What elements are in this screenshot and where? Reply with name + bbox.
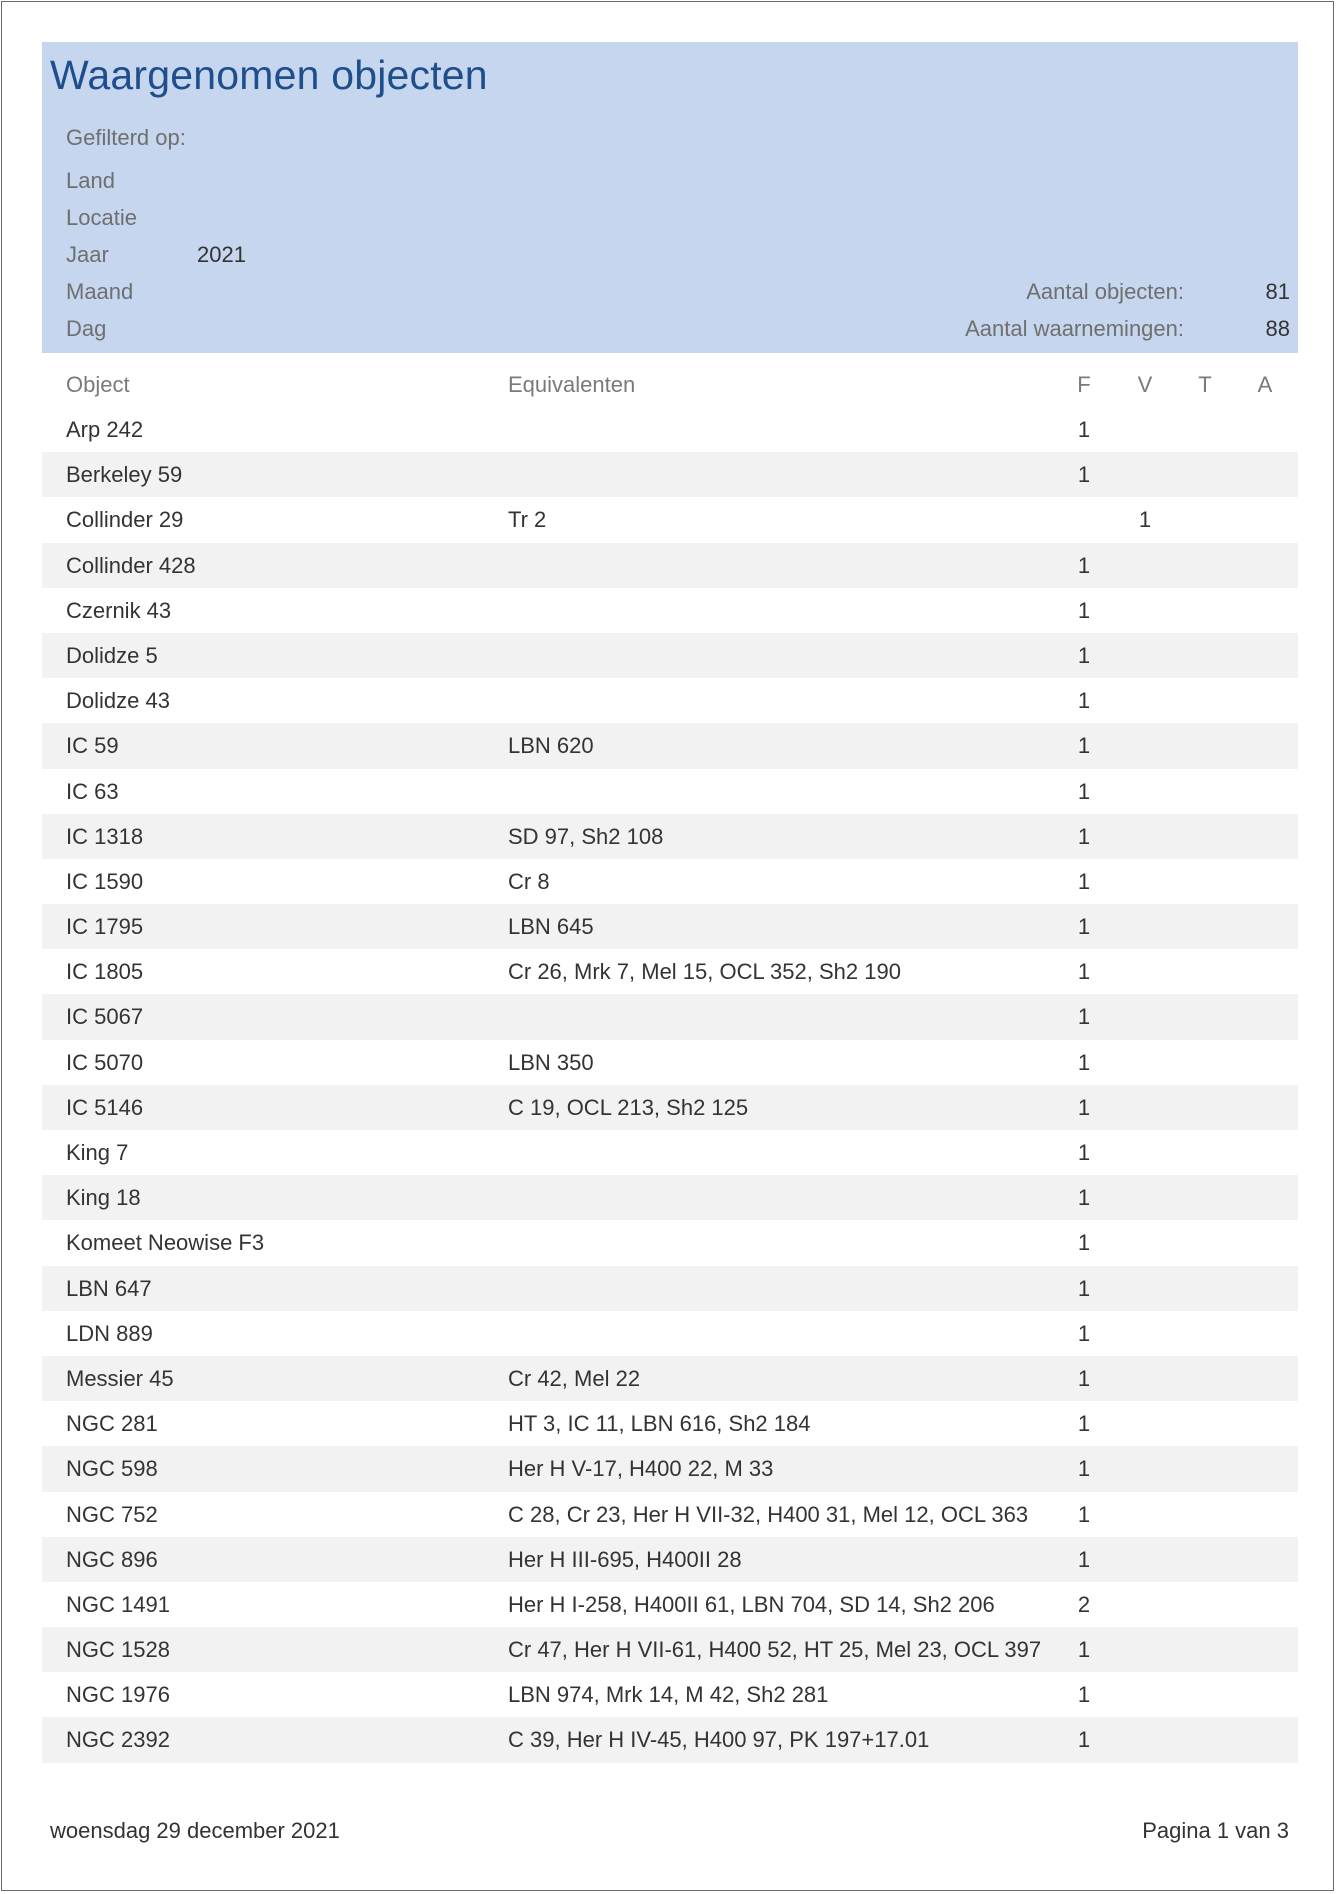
footer-date: woensdag 29 december 2021: [50, 1818, 340, 1843]
table-row: [42, 407, 1298, 452]
table-row: [42, 1130, 1298, 1175]
equivalents-cell: Cr 26, Mrk 7, Mel 15, OCL 352, Sh2 190: [508, 959, 901, 985]
column-header-a: A: [1257, 372, 1273, 397]
count-f: 1: [1077, 1411, 1091, 1437]
table-row: [42, 1311, 1298, 1356]
equivalents-cell: C 39, Her H IV-45, H400 97, PK 197+17.01: [508, 1727, 930, 1753]
count-f: 1: [1077, 1275, 1091, 1301]
object-name: IC 1805: [66, 959, 144, 985]
objects-table: [42, 407, 1298, 1763]
table-row: [42, 1446, 1298, 1491]
table-row: [42, 723, 1298, 768]
table-row: [42, 814, 1298, 859]
object-name: IC 5070: [66, 1049, 144, 1075]
count-f: 1: [1077, 868, 1091, 894]
count-f: 1: [1077, 1727, 1091, 1753]
filter-label: Maand: [66, 279, 134, 304]
object-name: NGC 2392: [66, 1727, 170, 1753]
object-name: IC 1795: [66, 914, 144, 940]
column-header-object: Object: [66, 372, 130, 397]
object-name: King 7: [66, 1140, 129, 1165]
count-f: 1: [1077, 1185, 1091, 1211]
object-name: NGC 1976: [66, 1682, 170, 1708]
count-f: 1: [1077, 1004, 1091, 1030]
object-name: Dolidze 5: [66, 642, 158, 668]
filter-heading: Gefilterd op:: [66, 125, 186, 150]
stat-label: Aantal waarnemingen:: [965, 316, 1184, 341]
report-title: Waargenomen objecten: [50, 52, 488, 98]
count-f: 1: [1077, 1320, 1091, 1346]
object-name: Berkeley 59: [66, 462, 183, 488]
object-name: NGC 1528: [66, 1637, 170, 1663]
stat-value: 88: [1265, 316, 1290, 341]
filter-label: Dag: [66, 316, 107, 341]
column-header-t: T: [1198, 372, 1212, 397]
table-row: [42, 633, 1298, 678]
object-name: Czernik 43: [66, 597, 172, 623]
equivalents-cell: Her H I-258, H400II 61, LBN 704, SD 14, Sh2 206: [508, 1591, 995, 1617]
filter-label: Land: [66, 168, 115, 193]
count-f: 1: [1077, 642, 1091, 668]
count-f: 1: [1077, 914, 1091, 940]
object-name: NGC 281: [66, 1411, 158, 1437]
report-header: [42, 42, 1298, 353]
equivalents-cell: C 19, OCL 213, Sh2 125: [508, 1094, 749, 1120]
table-row: [42, 1672, 1298, 1717]
count-f: 1: [1077, 959, 1091, 985]
column-header-v: V: [1137, 372, 1153, 397]
object-name: NGC 896: [66, 1546, 158, 1572]
equivalents-cell: HT 3, IC 11, LBN 616, Sh2 184: [508, 1411, 811, 1437]
count-f: 1: [1077, 1501, 1091, 1527]
count-v: 1: [1138, 507, 1152, 533]
stat-object-count: [890, 279, 1290, 309]
table-row: [42, 588, 1298, 633]
table-row: [42, 1356, 1298, 1401]
count-f: 1: [1077, 1456, 1091, 1482]
table-row: [42, 452, 1298, 497]
object-name: IC 1590: [66, 868, 144, 894]
table-row: [42, 1717, 1298, 1762]
object-name: IC 5146: [66, 1094, 144, 1120]
object-name: King 18: [66, 1185, 141, 1211]
stat-value: 81: [1265, 279, 1290, 304]
object-name: Collinder 29: [66, 507, 184, 533]
count-f: 1: [1077, 1546, 1091, 1572]
filter-label: Locatie: [66, 205, 137, 230]
table-row: [42, 1040, 1298, 1085]
object-name: IC 1318: [66, 823, 144, 849]
filter-label: Jaar: [66, 242, 109, 267]
equivalents-cell: LBN 350: [508, 1049, 594, 1075]
equivalents-cell: LBN 620: [508, 733, 594, 759]
table-row: [42, 497, 1298, 542]
table-row: [42, 1627, 1298, 1672]
object-name: NGC 598: [66, 1456, 158, 1482]
count-f: 2: [1077, 1591, 1091, 1617]
table-row: [42, 1085, 1298, 1130]
object-name: IC 63: [66, 778, 119, 804]
object-name: NGC 752: [66, 1501, 158, 1527]
count-f: 1: [1077, 1094, 1091, 1120]
table-row: [42, 769, 1298, 814]
object-name: LBN 647: [66, 1275, 152, 1301]
table-row: [42, 1175, 1298, 1220]
table-row: [42, 1492, 1298, 1537]
table-row: [42, 543, 1298, 588]
count-f: 1: [1077, 552, 1091, 578]
count-f: 1: [1077, 462, 1091, 488]
object-name: Komeet Neowise F3: [66, 1230, 265, 1256]
equivalents-cell: SD 97, Sh2 108: [508, 823, 664, 849]
equivalents-cell: Cr 42, Mel 22: [508, 1365, 641, 1391]
object-name: NGC 1491: [66, 1591, 170, 1617]
equivalents-cell: LBN 974, Mrk 14, M 42, Sh2 281: [508, 1682, 829, 1708]
object-name: Collinder 428: [66, 552, 196, 578]
equivalents-cell: Tr 2: [508, 507, 547, 533]
table-row: [42, 1401, 1298, 1446]
object-name: Messier 45: [66, 1365, 174, 1391]
count-f: 1: [1077, 823, 1091, 849]
object-name: LDN 889: [66, 1320, 153, 1346]
table-row: [42, 1582, 1298, 1627]
count-f: 1: [1077, 1230, 1091, 1256]
equivalents-cell: Her H III-695, H400II 28: [508, 1546, 742, 1572]
object-name: Arp 242: [66, 417, 144, 442]
table-row: [42, 904, 1298, 949]
table-row: [42, 1220, 1298, 1265]
count-f: 1: [1077, 1682, 1091, 1708]
object-name: IC 5067: [66, 1004, 144, 1030]
table-row: [42, 994, 1298, 1039]
object-name: IC 59: [66, 733, 119, 759]
table-row: [42, 1266, 1298, 1311]
table-row: [42, 859, 1298, 904]
table-row: [42, 949, 1298, 994]
stat-label: Aantal objecten:: [1026, 279, 1184, 304]
count-f: 1: [1077, 1365, 1091, 1391]
equivalents-cell: Cr 8: [508, 868, 550, 894]
count-f: 1: [1077, 417, 1091, 442]
count-f: 1: [1077, 688, 1091, 714]
stat-observation-count: [890, 316, 1290, 346]
count-f: 1: [1077, 1140, 1091, 1165]
table-row: [42, 678, 1298, 723]
column-header-equivalents: Equivalenten: [508, 372, 636, 397]
column-header-f: F: [1077, 372, 1091, 397]
footer-page-number: Pagina 1 van 3: [1142, 1818, 1289, 1843]
filter-value: 2021: [197, 242, 246, 267]
count-f: 1: [1077, 1049, 1091, 1075]
count-f: 1: [1077, 778, 1091, 804]
equivalents-cell: Her H V-17, H400 22, M 33: [508, 1456, 774, 1482]
table-row: [42, 1537, 1298, 1582]
object-name: Dolidze 43: [66, 688, 170, 714]
count-f: 1: [1077, 597, 1091, 623]
count-f: 1: [1077, 733, 1091, 759]
equivalents-cell: LBN 645: [508, 914, 594, 940]
count-f: 1: [1077, 1637, 1091, 1663]
equivalents-cell: C 28, Cr 23, Her H VII-32, H400 31, Mel 12, OCL 363: [508, 1501, 1029, 1527]
equivalents-cell: Cr 47, Her H VII-61, H400 52, HT 25, Mel 23, OCL 397: [508, 1637, 1042, 1663]
